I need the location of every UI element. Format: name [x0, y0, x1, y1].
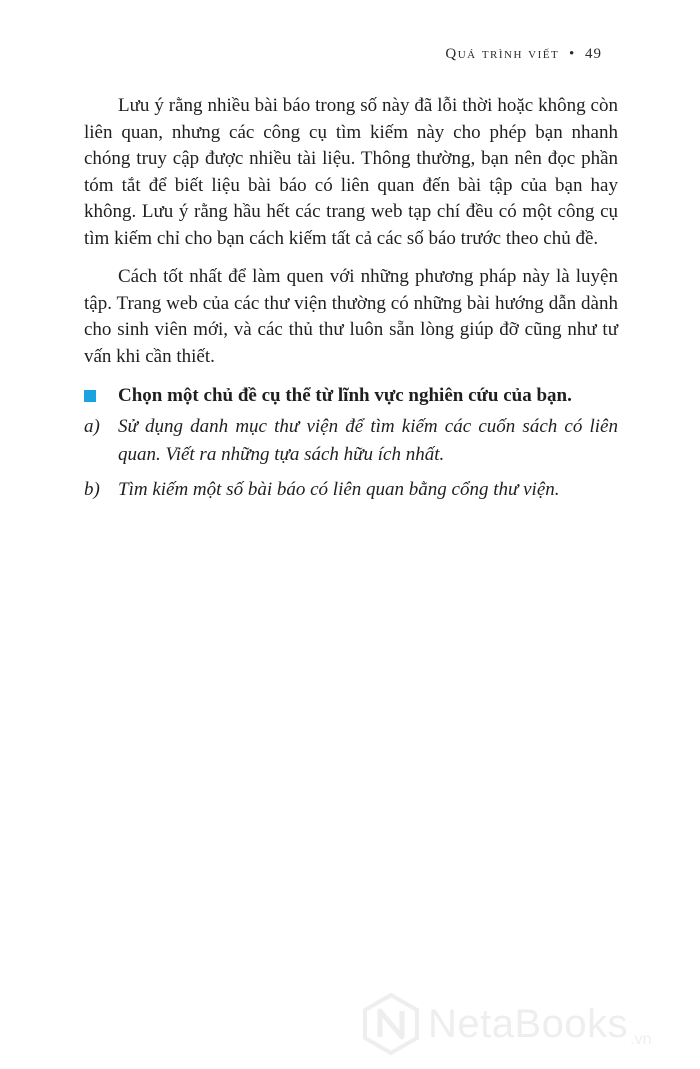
- watermark-tld: .vn: [630, 1031, 652, 1048]
- running-title: Quá trình viết: [445, 46, 560, 62]
- watermark-brand: NetaBooks: [428, 1002, 629, 1046]
- netabooks-logo-icon: [362, 993, 420, 1055]
- exercise-task-b: [84, 476, 618, 504]
- running-head: [445, 46, 602, 63]
- netabooks-watermark: [362, 993, 652, 1055]
- page-body: [84, 93, 618, 512]
- task-label: b): [84, 479, 100, 500]
- paragraph-2: Cách tốt nhất để làm quen với những phương pháp này là luyện tập. Trang web của các thư viện thường có những bài hướng dẫn dành cho sinh viên mới, và các thủ thư luôn sẵn lòng giúp đỡ cũng như tư vấn khi cần thiết.: [84, 266, 618, 367]
- exercise-square-icon: [84, 390, 96, 402]
- exercise-heading-text: Chọn một chủ đề cụ thể từ lĩnh vực nghiên cứu của bạn.: [118, 385, 572, 406]
- task-label: a): [84, 416, 100, 437]
- exercise-task-list: [84, 413, 618, 504]
- page-number: 49: [585, 46, 602, 62]
- running-head-bullet: •: [568, 46, 576, 62]
- exercise-task-a: [84, 413, 618, 468]
- exercise-heading: [84, 382, 618, 409]
- task-text: Sử dụng danh mục thư viện để tìm kiếm các cuốn sách có liên quan. Viết ra những tựa sách hữu ích nhất.: [118, 416, 618, 465]
- task-text: Tìm kiếm một số bài báo có liên quan bằng cổng thư viện.: [118, 479, 560, 500]
- paragraph-1: Lưu ý rằng nhiều bài báo trong số này đã lỗi thời hoặc không còn liên quan, nhưng các công cụ tìm kiếm này cho phép bạn nhanh chóng truy cập được nhiều tài liệu. Thông thường, bạn nên đọc phần tóm tắt để biết liệu bài báo có liên quan đến bài tập của bạn hay không. Lưu ý rằng hầu hết các trang web tạp chí đều có một công cụ tìm kiếm chỉ cho bạn cách kiếm tất cả các số báo trước theo chủ đề.: [84, 95, 618, 249]
